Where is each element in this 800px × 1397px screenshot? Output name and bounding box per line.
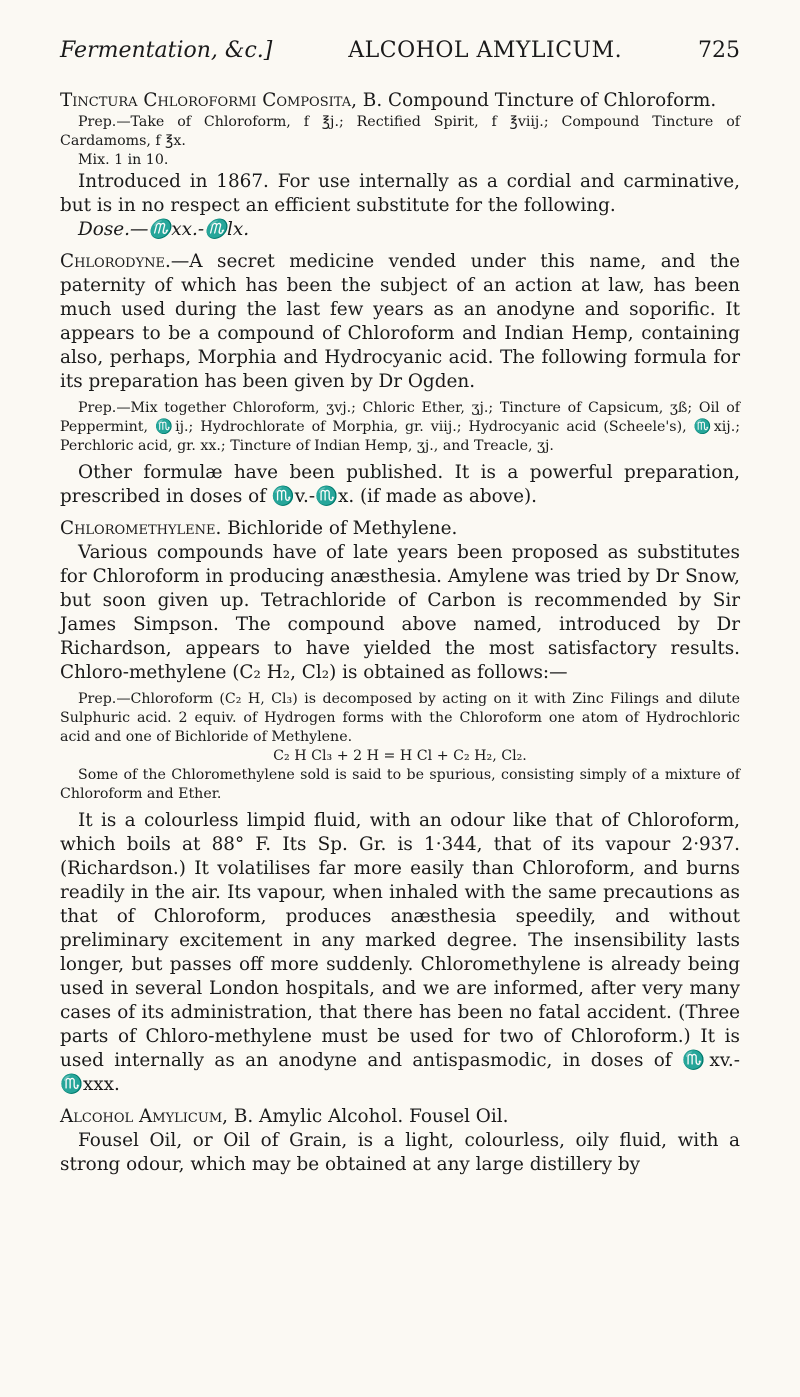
entry-alcohol-amylicum [60,1105,740,1177]
mix-line: Mix. 1 in 10. [78,152,169,168]
entry-title: Chloromethylene. [60,518,222,539]
entry-heading [60,89,740,113]
entry-chlorodyne [60,250,740,509]
entry-title: Tinctura Chloroformi Composita, B. [60,90,383,111]
note-paragraph: Some of the Chloromethylene sold is said to be spurious, consisting simply of a mixture of Chloroform and Ether. [60,767,740,802]
entry-heading [60,517,740,541]
page-number: 725 [697,38,740,63]
entry-title: Chlorodyne. [60,251,171,272]
prep-paragraph: Prep.—Take of Chloroform, f ℥j.; Rectified Spirit, f ℥viij.; Compound Tincture of Cardamoms, f ℥x. [60,114,740,149]
dose-line: Dose.—♏xx.-♏lx. [78,219,250,240]
chemical-equation: C₂ H Cl₃ + 2 H = H Cl + C₂ H₂, Cl₂. [273,748,527,764]
prep-paragraph: Prep.—Chloroform (C₂ H, Cl₃) is decomposed by acting on it with Zinc Filings and dilute Sulphuric acid. 2 equiv. of Hydrogen forms with the Chloroform one atom of Hydrochloric acid and one of Bichloride of Methylene. [60,691,740,745]
entry-text: —A secret medicine vended under this name, and the paternity of which has been the subject of an action at law, has been much used during the last few years as an anodyne and soporific. It appears to be a compound of Chloroform and Indian Hemp, containing also, perhaps, Morphia and Hydrocyanic acid. The following formula for its preparation has been given by Dr Ogden. [60,251,740,392]
running-head-title: ALCOHOL AMYLICUM. [348,38,623,63]
entry-title-rest: Compound Tincture of Chloroform. [382,90,717,111]
entry-paragraph [60,250,740,394]
other-formulae-paragraph: Other formulæ have been published. It is a powerful preparation, prescribed in doses of ♏v.-♏x. (if made as above). [60,462,740,507]
entry-chloromethylene [60,517,740,1097]
entry-title: Alcohol Amylicum, B. [60,1106,254,1127]
entry-title-rest: Bichloride of Methylene. [221,518,458,539]
entry-tinctura-chloroformi [60,89,740,242]
entry-paragraph: Fousel Oil, or Oil of Grain, is a light, colourless, oily fluid, with a strong odour, which may be obtained at any large distillery by [60,1130,740,1175]
entry-title-rest: Amylic Alcohol. Fousel Oil. [253,1106,509,1127]
running-head [60,38,740,63]
prep-paragraph: Prep.—Mix together Chloroform, ʒvj.; Chloric Ether, ʒj.; Tincture of Capsicum, ʒß; Oil of Peppermint, ♏ij.; Hydrochlorate of Morphia, gr. viij.; Hydrocyanic acid (Scheele's), ♏xij.; Perchloric acid, gr. xx.; Tincture of Indian Hemp, ʒj., and Treacle, ʒj. [60,400,740,454]
entry-paragraph: Various compounds have of late years been proposed as substitutes for Chloroform in producing anæsthesia. Amylene was tried by Dr Snow, but soon given up. Tetrachloride of Carbon is recommended by Sir James Simpson. The compound above named, introduced by Dr Richardson, appears to have yielded the most satisfactory results. Chloro-methylene (C₂ H₂, Cl₂) is obtained as follows:— [60,542,740,683]
intro-paragraph: Introduced in 1867. For use internally as a cordial and carminative, but is in no respect an efficient substitute for the following. [60,171,740,216]
description-paragraph: It is a colourless limpid fluid, with an odour like that of Chloroform, which boils at 88° F. Its Sp. Gr. is 1·344, that of its vapour 2·937. (Richardson.) It volatilises far more easily than Chloroform, and burns readily in the air. Its vapour, when inhaled with the same precautions as that of Chloroform, produces anæsthesia speedily, and without preliminary excitement in any marked degree. The insensibility lasts longer, but passes off more suddenly. Chloromethylene is already being used in several London hospitals, and we are informed, after very many cases of its administration, that there has been no fatal accident. (Three parts of Chloro-methylene must be used for two of Chloroform.) It is used internally as an anodyne and antispasmodic, in doses of ♏xv.-♏xxx. [60,810,740,1095]
entry-heading [60,1105,740,1129]
running-head-section: Fermentation, &c.] [60,38,273,63]
